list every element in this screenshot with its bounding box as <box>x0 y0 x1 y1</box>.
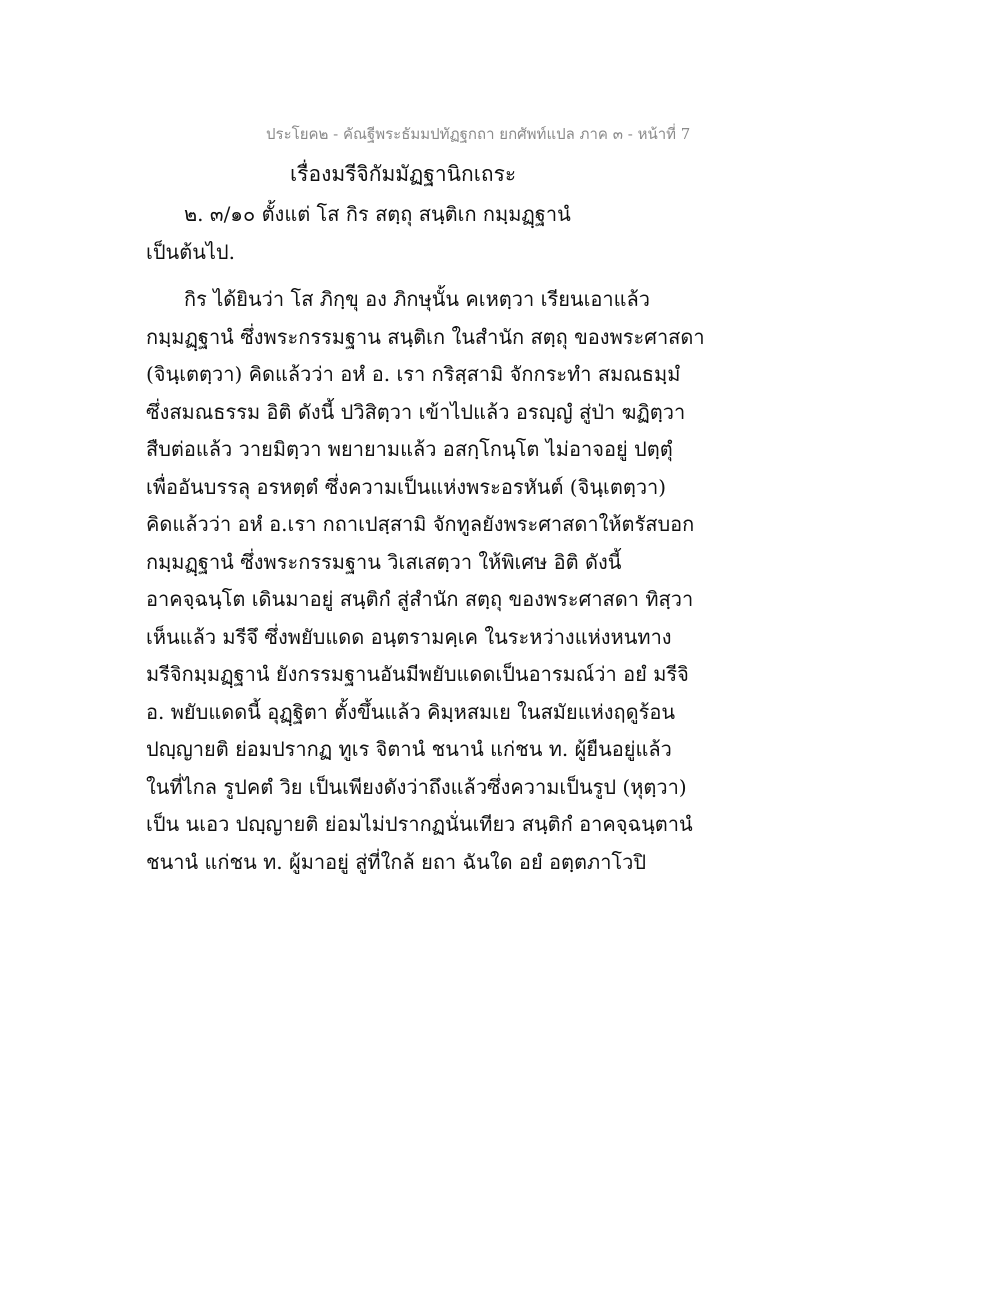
paragraph-line: คิดแล้วว่า อหํ อ.เรา กถาเปสฺสามิ จักทูลยังพระศาสดาให้ตรัสบอก <box>146 512 695 536</box>
paragraph-line: อาคจฺฉนฺโต เดินมาอยู่ สนฺติกํ สู่สำนัก สตฺถุ ของพระศาสดา ทิสฺวา <box>146 587 694 611</box>
paragraph-line: เป็น นเอว ปญฺญายติ ย่อมไม่ปรากฏนั่นเทียว สนฺติกํ อาคจฺฉนฺตานํ <box>146 812 693 836</box>
paragraph-line: มรีจิกมฺมฏฺฐานํ ยังกรรมฐานอันมีพยับแดดเป็นอารมณ์ว่า อยํ มรีจิ <box>146 662 689 686</box>
paragraph-line: กิร ได้ยินว่า โส ภิกฺขุ อง ภิกษุนั้น คเหตฺวา เรียนเอาแล้ว <box>184 287 651 311</box>
paragraph-line: อ. พยับแดดนี้ อุฏฺฐิตา ตั้งขึ้นแล้ว คิมฺหสมเย ในสมัยแห่งฤดูร้อน <box>146 699 676 724</box>
paragraph <box>146 281 726 881</box>
paragraph-line: กมฺมฏฺฐานํ ซึ่งพระกรรมฐาน วิเสเสตฺวา ให้พิเศษ อิติ ดังนี้ <box>146 549 622 574</box>
reference-line: ๒. ๓/๑๐ ตั้งแต่ โส กิร สตฺถุ สนฺติเก กมฺมฏฺฐานํ <box>184 202 571 226</box>
running-header: ประโยค๒ - คัณฐีพระธัมมปทัฏฐกถา ยกศัพท์แปล ภาค ๓ - หน้าที่ 7 <box>266 125 691 143</box>
reference-line-continuation: เป็นต้นไป. <box>146 239 235 264</box>
document-body <box>146 196 726 881</box>
paragraph-line: ซึ่งสมณธรรม อิติ ดังนี้ ปวิสิตฺวา เข้าไปแล้ว อรญฺญํ สู่ป่า ฆฏิตฺวา <box>146 399 686 424</box>
paragraph-line: ในที่ไกล รูปคตํ วิย เป็นเพียงดังว่าถึงแล้วซึ่งความเป็นรูป (หุตฺวา) <box>146 774 687 799</box>
story-title: เรื่องมรีจิกัมมัฏฐานิกเถระ <box>290 162 517 186</box>
paragraph-line: ชนานํ แก่ชน ท. ผู้มาอยู่ สู่ที่ใกล้ ยถา ฉันใด อยํ อตฺตภาโวปิ <box>146 849 647 874</box>
paragraph-line: เห็นแล้ว มรีจึ ซึ่งพยับแดด อนฺตรามคฺเค ในระหว่างแห่งหนทาง <box>146 624 672 649</box>
paragraph-line: สืบต่อแล้ว วายมิตฺวา พยายามแล้ว อสกฺโกนฺโต ไม่อาจอยู่ ปตฺตุํ <box>146 437 673 461</box>
paragraph-line: ปญฺญายติ ย่อมปรากฏ ทูเร จิตานํ ชนานํ แก่ชน ท. ผู้ยืนอยู่แล้ว <box>146 737 672 761</box>
paragraph-line: (จินฺเตตฺวา) คิดแล้วว่า อหํ อ. เรา กริสฺสามิ จักกระทำ สมณธมฺมํ <box>146 362 681 386</box>
paragraph-line: เพื่ออันบรรลุ อรหตฺตํ ซึ่งความเป็นแห่งพระอรหันต์ (จินฺเตตฺวา) <box>146 474 667 499</box>
paragraph-line: กมฺมฏฺฐานํ ซึ่งพระกรรมฐาน สนฺติเก ในสำนัก สตฺถุ ของพระศาสดา <box>146 324 705 349</box>
